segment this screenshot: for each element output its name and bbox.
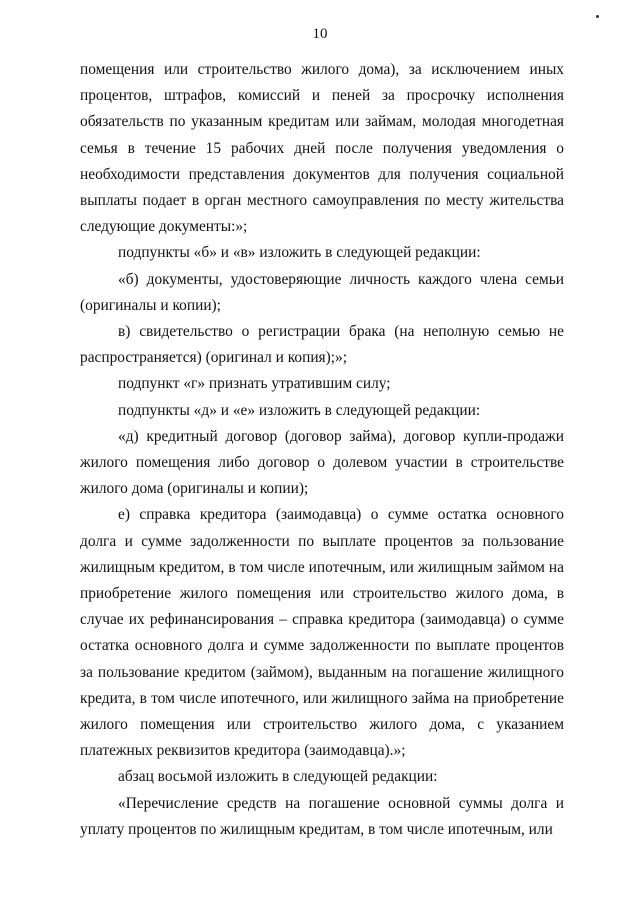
scan-speck — [596, 15, 599, 18]
paragraph: подпункты «б» и «в» изложить в следующей редакции: — [118, 244, 481, 262]
paragraph: «д) кредитный договор (договор займа), договор купли-продажи жилого помещения либо договор о долевом участии в строительстве жилого дома (оригиналы и копии); — [80, 427, 564, 498]
paragraph: «б) документы, удостоверяющие личность каждого члена семьи (оригиналы и копии); — [80, 270, 564, 314]
paragraph: подпункт «г» признать утратившим силу; — [118, 375, 391, 393]
page-number: 10 — [312, 26, 328, 42]
paragraph: помещения или строительство жилого дома), за исключением иных процентов, штрафов, комиссий и пеней за просрочку исполнения обязательств по указанным кредитам или займам, молодая многодетная семья в течение 15 рабочих дней после получения уведомления о необходимости представления документов для получения социальной выплаты подает в орган местного самоуправления по месту жительства следующие документы:»; — [80, 61, 564, 236]
paragraph: абзац восьмой изложить в следующей редакции: — [118, 768, 438, 786]
paragraph: «Перечисление средств на погашение основной суммы долга и уплату процентов по жилищным кредитам, в том числе ипотечным, или — [80, 794, 564, 838]
document-body — [80, 57, 564, 843]
paragraph: е) справка кредитора (заимодавца) о сумме остатка основного долга и сумме задолженности по выплате процентов за пользование жилищным кредитом, в том числе ипотечным, или жилищным займом на приобретение жилого помещения или строительство жилого дома, в случае их рефинансирования – справка кредитора (заимодавца) о сумме остатка основного долга и сумме задолженности по выплате процентов за пользование кредитом (займом), выданным на погашение жилищного кредита, в том числе ипотечного, или жилищного займа на приобретение жилого помещения или строительство жилого дома, с указанием платежных реквизитов кредитора (заимодавца).»; — [80, 506, 564, 760]
paragraph: в) свидетельство о регистрации брака (на неполную семью не распространяется) (оригинал и копия);»; — [80, 323, 564, 367]
paragraph: подпункты «д» и «е» изложить в следующей редакции: — [118, 401, 481, 419]
